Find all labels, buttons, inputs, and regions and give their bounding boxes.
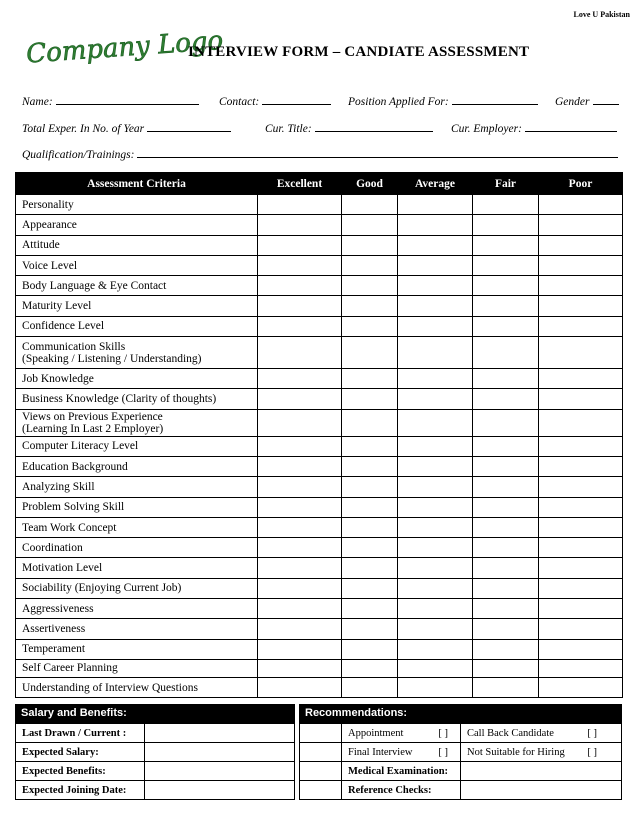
column-header-criteria: Assessment Criteria: [16, 173, 258, 195]
rating-cell-excellent[interactable]: [258, 337, 342, 369]
rating-cell-average[interactable]: [398, 436, 473, 456]
column-header-good: Good: [342, 173, 398, 195]
rating-cell-good[interactable]: [342, 517, 398, 537]
rating-cell-poor[interactable]: [539, 369, 623, 389]
rating-cell-excellent[interactable]: [258, 215, 342, 235]
rating-cell-good[interactable]: [342, 296, 398, 316]
criteria-label: Team Work Concept: [22, 521, 117, 534]
criteria-label: Analyzing Skill: [22, 480, 95, 493]
position-field[interactable]: [452, 93, 538, 105]
assessment-row: [16, 639, 623, 659]
assessment-row: [16, 558, 623, 578]
rating-cell-fair[interactable]: [473, 558, 539, 578]
assessment-row: [16, 337, 623, 369]
rating-cell-poor[interactable]: [539, 235, 623, 255]
rating-cell-excellent[interactable]: [258, 497, 342, 517]
company-logo: [22, 18, 225, 78]
rating-cell-average[interactable]: [398, 195, 473, 215]
rating-cell-poor[interactable]: [539, 659, 623, 677]
column-header-excellent: Excellent: [258, 173, 342, 195]
call-back-checkbox[interactable]: [ ]: [587, 727, 597, 739]
criteria-cell: [16, 639, 258, 659]
gender-field[interactable]: [593, 93, 619, 105]
rating-cell-excellent[interactable]: [258, 538, 342, 558]
assessment-row: [16, 456, 623, 476]
criteria-label: Views on Previous Experience: [22, 410, 163, 423]
criteria-label: Temperament: [22, 643, 86, 656]
not-suitable-option[interactable]: [461, 743, 622, 762]
rating-cell-average[interactable]: [398, 235, 473, 255]
criteria-label: Coordination: [22, 541, 83, 554]
rating-cell-excellent[interactable]: [258, 255, 342, 275]
criteria-cell: [16, 517, 258, 537]
criteria-cell: [16, 337, 258, 369]
rec-spacer: [300, 724, 342, 743]
assessment-row: [16, 276, 623, 296]
assessment-row: [16, 369, 623, 389]
rating-cell-poor[interactable]: [539, 337, 623, 369]
qualification-label: Qualification/Trainings:: [22, 149, 135, 161]
criteria-subtext: (Speaking / Listening / Understanding): [22, 352, 202, 365]
rating-cell-average[interactable]: [398, 409, 473, 436]
rec-spacer: [300, 743, 342, 762]
rating-cell-good[interactable]: [342, 659, 398, 677]
final-interview-option[interactable]: [342, 743, 461, 762]
appointment-checkbox[interactable]: [ ]: [438, 727, 448, 739]
rating-cell-good[interactable]: [342, 477, 398, 497]
final-interview-label: Final Interview: [348, 746, 413, 758]
criteria-cell: [16, 215, 258, 235]
criteria-label: Aggressiveness: [22, 602, 94, 615]
criteria-cell: [16, 436, 258, 456]
rating-cell-average[interactable]: [398, 255, 473, 275]
rating-cell-fair[interactable]: [473, 517, 539, 537]
rating-cell-excellent[interactable]: [258, 389, 342, 409]
rating-cell-good[interactable]: [342, 436, 398, 456]
criteria-cell: [16, 659, 258, 677]
rating-cell-poor[interactable]: [539, 456, 623, 476]
rating-cell-average[interactable]: [398, 538, 473, 558]
rating-cell-excellent[interactable]: [258, 235, 342, 255]
rating-cell-poor[interactable]: [539, 276, 623, 296]
name-label: Name:: [22, 96, 53, 108]
rating-cell-fair[interactable]: [473, 599, 539, 619]
rating-cell-good[interactable]: [342, 409, 398, 436]
top-note: Love U Pakistan: [573, 10, 630, 19]
rating-cell-poor[interactable]: [539, 255, 623, 275]
rating-cell-good[interactable]: [342, 316, 398, 336]
rating-cell-excellent[interactable]: [258, 599, 342, 619]
rating-cell-poor[interactable]: [539, 619, 623, 639]
criteria-label: Business Knowledge (Clarity of thoughts): [22, 393, 217, 406]
cur-title-field[interactable]: [315, 120, 433, 132]
cur-employer-field[interactable]: [525, 120, 617, 132]
criteria-cell: [16, 558, 258, 578]
assessment-row: [16, 316, 623, 336]
assessment-table: [15, 172, 623, 698]
assessment-row: [16, 389, 623, 409]
criteria-label: Understanding of Interview Questions: [22, 681, 198, 694]
assessment-row: [16, 517, 623, 537]
rating-cell-average[interactable]: [398, 316, 473, 336]
rating-cell-fair[interactable]: [473, 677, 539, 697]
assessment-row: [16, 436, 623, 456]
criteria-cell: [16, 578, 258, 598]
rating-cell-fair[interactable]: [473, 659, 539, 677]
criteria-label: Motivation Level: [22, 562, 103, 575]
assessment-row: [16, 659, 623, 677]
rating-cell-average[interactable]: [398, 337, 473, 369]
criteria-cell: [16, 195, 258, 215]
rating-cell-poor[interactable]: [539, 497, 623, 517]
salary-header: Salary and Benefits:: [15, 704, 295, 723]
criteria-cell: [16, 409, 258, 436]
rating-cell-poor[interactable]: [539, 316, 623, 336]
rating-cell-average[interactable]: [398, 369, 473, 389]
criteria-label: Maturity Level: [22, 300, 92, 313]
rating-cell-poor[interactable]: [539, 389, 623, 409]
rating-cell-fair[interactable]: [473, 369, 539, 389]
rating-cell-average[interactable]: [398, 389, 473, 409]
criteria-label: Communication Skills: [22, 340, 126, 353]
rating-cell-poor[interactable]: [539, 195, 623, 215]
rating-cell-poor[interactable]: [539, 599, 623, 619]
assessment-row: [16, 538, 623, 558]
rating-cell-excellent[interactable]: [258, 619, 342, 639]
not-suitable-checkbox[interactable]: [ ]: [587, 746, 597, 758]
criteria-cell: [16, 477, 258, 497]
qualification-field[interactable]: [137, 146, 618, 158]
criteria-label: Computer Literacy Level: [22, 440, 139, 453]
rating-cell-fair[interactable]: [473, 276, 539, 296]
criteria-cell: [16, 456, 258, 476]
criteria-label: Self Career Planning: [22, 662, 118, 675]
rating-cell-good[interactable]: [342, 497, 398, 517]
rating-cell-fair[interactable]: [473, 619, 539, 639]
rating-cell-poor[interactable]: [539, 558, 623, 578]
rating-cell-average[interactable]: [398, 677, 473, 697]
assessment-row: [16, 677, 623, 697]
rating-cell-good[interactable]: [342, 639, 398, 659]
rating-cell-average[interactable]: [398, 215, 473, 235]
rating-cell-fair[interactable]: [473, 389, 539, 409]
criteria-cell: [16, 538, 258, 558]
rating-cell-excellent[interactable]: [258, 639, 342, 659]
rating-cell-average[interactable]: [398, 456, 473, 476]
rating-cell-poor[interactable]: [539, 296, 623, 316]
rating-cell-average[interactable]: [398, 517, 473, 537]
salary-box: [15, 704, 295, 800]
rating-cell-excellent[interactable]: [258, 369, 342, 389]
assessment-row: [16, 599, 623, 619]
criteria-label: Education Background: [22, 460, 128, 473]
assessment-row: [16, 619, 623, 639]
rating-cell-average[interactable]: [398, 578, 473, 598]
criteria-label: Appearance: [22, 218, 77, 231]
rating-cell-excellent[interactable]: [258, 517, 342, 537]
rating-cell-excellent[interactable]: [258, 296, 342, 316]
rating-cell-good[interactable]: [342, 215, 398, 235]
rating-cell-good[interactable]: [342, 276, 398, 296]
criteria-label: Assertiveness: [22, 622, 86, 635]
assessment-row: [16, 235, 623, 255]
salary-label-current: Last Drawn / Current :: [16, 724, 145, 743]
rating-cell-good[interactable]: [342, 599, 398, 619]
total-exper-field[interactable]: [147, 120, 231, 132]
rating-cell-excellent[interactable]: [258, 195, 342, 215]
criteria-label: Personality: [22, 198, 74, 211]
rating-cell-poor[interactable]: [539, 639, 623, 659]
salary-field-expected[interactable]: [145, 743, 295, 762]
rating-cell-excellent[interactable]: [258, 409, 342, 436]
rating-cell-excellent[interactable]: [258, 578, 342, 598]
rating-cell-good[interactable]: [342, 235, 398, 255]
contact-field[interactable]: [262, 93, 331, 105]
rating-cell-good[interactable]: [342, 456, 398, 476]
rating-cell-poor[interactable]: [539, 538, 623, 558]
column-header-fair: Fair: [473, 173, 539, 195]
criteria-label: Attitude: [22, 239, 60, 252]
rating-cell-fair[interactable]: [473, 409, 539, 436]
criteria-cell: [16, 276, 258, 296]
rating-cell-poor[interactable]: [539, 477, 623, 497]
criteria-label: Body Language & Eye Contact: [22, 279, 167, 292]
position-label: Position Applied For:: [348, 96, 449, 108]
rating-cell-fair[interactable]: [473, 497, 539, 517]
rating-cell-poor[interactable]: [539, 517, 623, 537]
criteria-cell: [16, 389, 258, 409]
rating-cell-good[interactable]: [342, 538, 398, 558]
criteria-cell: [16, 316, 258, 336]
rating-cell-good[interactable]: [342, 677, 398, 697]
rating-cell-poor[interactable]: [539, 215, 623, 235]
criteria-label: Sociability (Enjoying Current Job): [22, 582, 182, 595]
rating-cell-average[interactable]: [398, 276, 473, 296]
rating-cell-average[interactable]: [398, 619, 473, 639]
rating-cell-average[interactable]: [398, 599, 473, 619]
criteria-cell: [16, 599, 258, 619]
criteria-label: Job Knowledge: [22, 372, 94, 385]
rating-cell-fair[interactable]: [473, 195, 539, 215]
rating-cell-excellent[interactable]: [258, 659, 342, 677]
criteria-cell: [16, 369, 258, 389]
total-exper-label: Total Exper. In No. of Year: [22, 123, 145, 135]
rating-cell-excellent[interactable]: [258, 677, 342, 697]
call-back-label: Call Back Candidate: [467, 727, 554, 739]
assessment-row: [16, 215, 623, 235]
salary-label-joining: Expected Joining Date:: [16, 781, 145, 800]
recommendations-header: Recommendations:: [299, 704, 622, 723]
criteria-cell: [16, 296, 258, 316]
rating-cell-good[interactable]: [342, 578, 398, 598]
criteria-cell: [16, 255, 258, 275]
rating-cell-fair[interactable]: [473, 316, 539, 336]
rating-cell-good[interactable]: [342, 369, 398, 389]
assessment-row: [16, 497, 623, 517]
recommendations-box: [299, 704, 622, 800]
criteria-subtext: (Learning In Last 2 Employer): [22, 422, 164, 435]
rating-cell-poor[interactable]: [539, 677, 623, 697]
rating-cell-fair[interactable]: [473, 215, 539, 235]
rating-cell-good[interactable]: [342, 389, 398, 409]
rating-cell-fair[interactable]: [473, 538, 539, 558]
rec-spacer: [300, 762, 342, 781]
rating-cell-fair[interactable]: [473, 255, 539, 275]
rating-cell-fair[interactable]: [473, 477, 539, 497]
page-title: INTERVIEW FORM – CANDIATE ASSESSMENT: [188, 44, 530, 60]
rating-cell-good[interactable]: [342, 619, 398, 639]
rating-cell-fair[interactable]: [473, 456, 539, 476]
rating-cell-good[interactable]: [342, 195, 398, 215]
assessment-row: [16, 477, 623, 497]
rating-cell-good[interactable]: [342, 255, 398, 275]
svg-text:Company Logo: Company Logo: [25, 25, 225, 70]
criteria-label: Confidence Level: [22, 320, 105, 333]
criteria-cell: [16, 497, 258, 517]
rating-cell-fair[interactable]: [473, 235, 539, 255]
rating-cell-poor[interactable]: [539, 436, 623, 456]
gender-label: Gender: [555, 96, 590, 108]
rating-cell-excellent[interactable]: [258, 477, 342, 497]
salary-label-expected: Expected Salary:: [16, 743, 145, 762]
criteria-cell: [16, 235, 258, 255]
assessment-row: [16, 578, 623, 598]
column-header-poor: Poor: [539, 173, 623, 195]
assessment-row: [16, 195, 623, 215]
not-suitable-label: Not Suitable for Hiring: [467, 746, 565, 758]
rating-cell-fair[interactable]: [473, 296, 539, 316]
rating-cell-poor[interactable]: [539, 409, 623, 436]
contact-label: Contact:: [219, 96, 260, 108]
medical-field[interactable]: [461, 762, 622, 781]
rating-cell-excellent[interactable]: [258, 276, 342, 296]
criteria-cell: [16, 619, 258, 639]
rating-cell-good[interactable]: [342, 337, 398, 369]
rating-cell-fair[interactable]: [473, 436, 539, 456]
salary-field-joining[interactable]: [145, 781, 295, 800]
medical-label: Medical Examination:: [342, 762, 461, 781]
assessment-row: [16, 296, 623, 316]
rating-cell-average[interactable]: [398, 558, 473, 578]
rating-cell-excellent[interactable]: [258, 456, 342, 476]
final-interview-checkbox[interactable]: [ ]: [438, 746, 448, 758]
rating-cell-average[interactable]: [398, 497, 473, 517]
criteria-cell: [16, 677, 258, 697]
rating-cell-average[interactable]: [398, 639, 473, 659]
rating-cell-average[interactable]: [398, 477, 473, 497]
salary-field-current[interactable]: [145, 724, 295, 743]
rating-cell-excellent[interactable]: [258, 436, 342, 456]
reference-field[interactable]: [461, 781, 622, 800]
rating-cell-poor[interactable]: [539, 578, 623, 598]
rating-cell-fair[interactable]: [473, 639, 539, 659]
column-header-average: Average: [398, 173, 473, 195]
cur-employer-label: Cur. Employer:: [451, 123, 522, 135]
assessment-row: [16, 255, 623, 275]
reference-label: Reference Checks:: [342, 781, 461, 800]
salary-label-benefits: Expected Benefits:: [16, 762, 145, 781]
name-field[interactable]: [56, 93, 199, 105]
appointment-label: Appointment: [348, 727, 404, 739]
rating-cell-excellent[interactable]: [258, 316, 342, 336]
rating-cell-excellent[interactable]: [258, 558, 342, 578]
call-back-option[interactable]: [461, 724, 622, 743]
rec-spacer: [300, 781, 342, 800]
salary-field-benefits[interactable]: [145, 762, 295, 781]
rating-cell-good[interactable]: [342, 558, 398, 578]
appointment-option[interactable]: [342, 724, 461, 743]
rating-cell-average[interactable]: [398, 296, 473, 316]
assessment-row: [16, 409, 623, 436]
cur-title-label: Cur. Title:: [265, 123, 312, 135]
criteria-label: Voice Level: [22, 259, 78, 272]
rating-cell-fair[interactable]: [473, 578, 539, 598]
rating-cell-average[interactable]: [398, 659, 473, 677]
rating-cell-fair[interactable]: [473, 337, 539, 369]
criteria-label: Problem Solving Skill: [22, 501, 125, 514]
